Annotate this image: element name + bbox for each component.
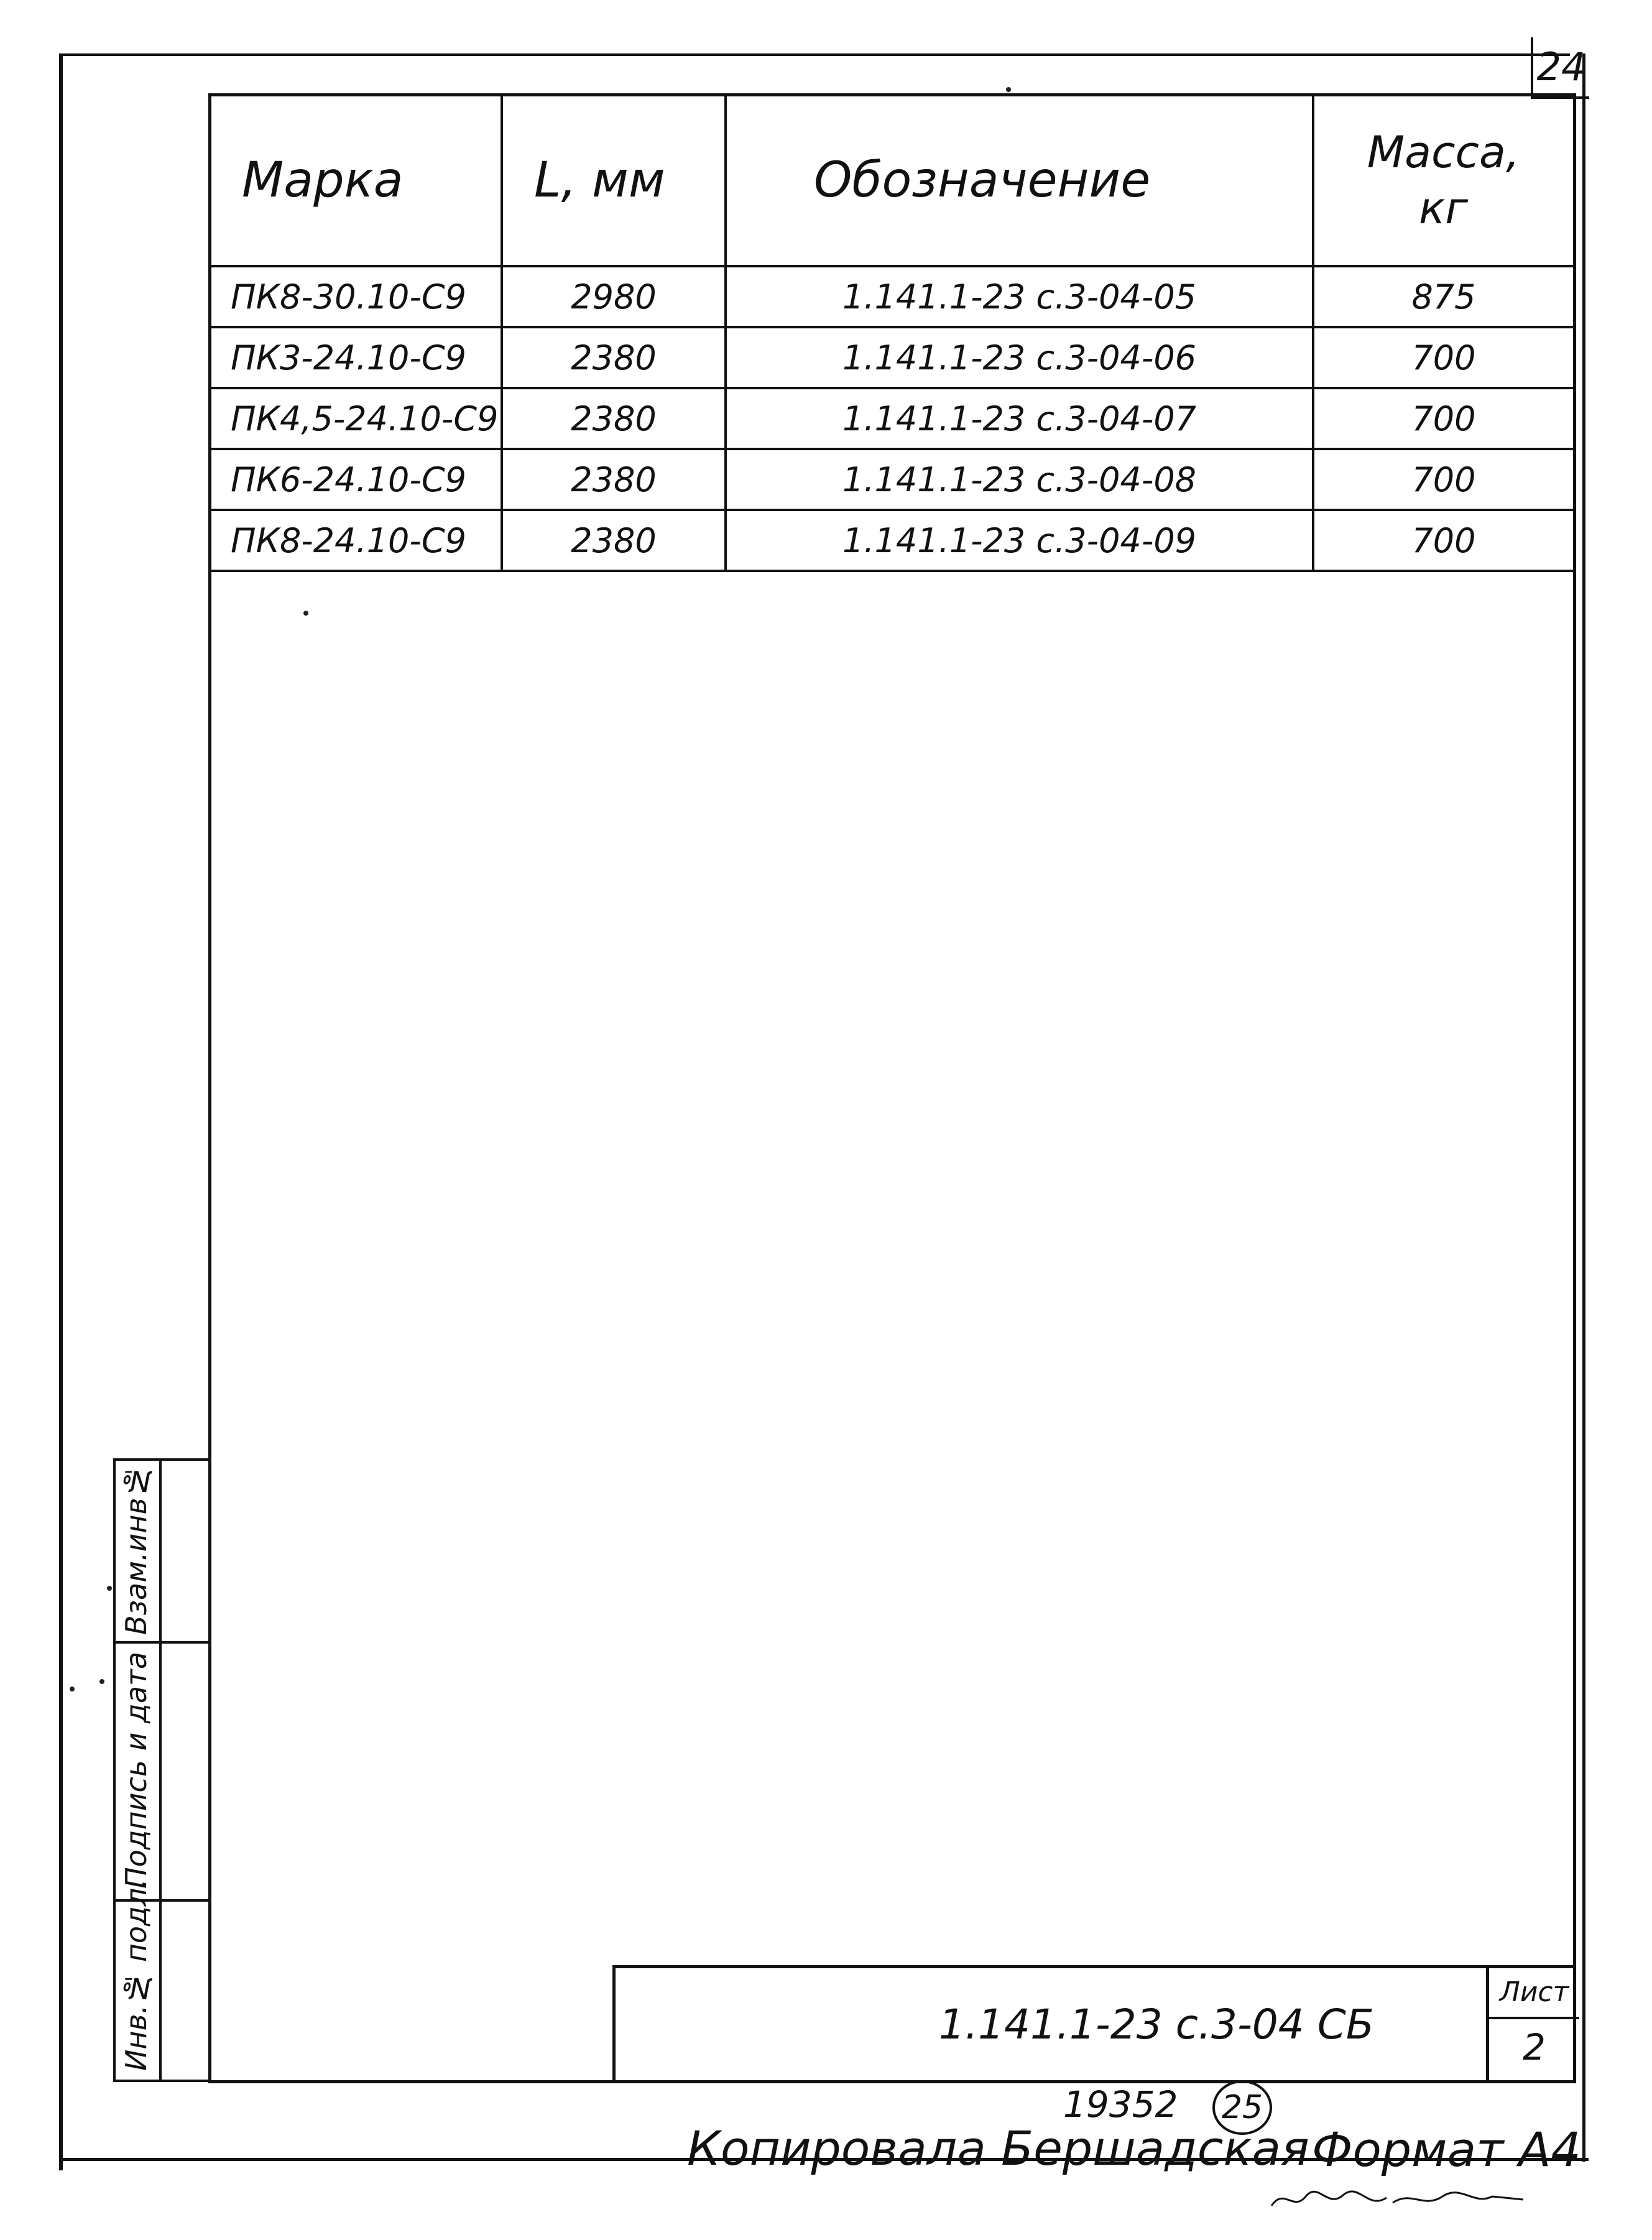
cell-mass: 700 [1313, 449, 1574, 510]
speck [107, 1586, 112, 1591]
speck [303, 611, 308, 616]
footer-format: Формат А4 [1312, 2122, 1581, 2177]
side-cell-sign-date [116, 1641, 209, 1902]
side-label-sign-date: Подпись и дата [119, 1651, 153, 1889]
document-code: 1.141.1-23 с.3-04 СБ [939, 2001, 1375, 2048]
page-frame-top [59, 53, 1570, 56]
footer-signature [1268, 2184, 1530, 2221]
title-block [612, 1965, 1576, 2080]
table-row [210, 388, 1574, 449]
cell-designation: 1.141.1-23 с.3-04-06 [726, 327, 1313, 388]
cell-length: 2980 [502, 266, 726, 327]
table-row [210, 266, 1574, 327]
speck [99, 1679, 104, 1684]
sheet-label: Лист [1489, 1968, 1579, 2019]
cell-designation: 1.141.1-23 с.3-04-08 [726, 449, 1313, 510]
cell-mark: ПК8-30.10-С9 [210, 266, 502, 327]
footer-circled-number: 25 [1212, 2080, 1272, 2135]
speck [1006, 87, 1011, 92]
signature-scribble-icon [1268, 2184, 1530, 2215]
header-mass [1313, 95, 1574, 266]
header-length: L, мм [502, 95, 726, 266]
cell-length: 2380 [502, 510, 726, 571]
cell-mark: ПК3-24.10-С9 [210, 327, 502, 388]
cell-length: 2380 [502, 388, 726, 449]
table-row [210, 327, 1574, 388]
sheet-number: 2 [1523, 2026, 1546, 2068]
corner-sheet-number: 24 [1531, 37, 1589, 99]
speck [70, 1687, 75, 1692]
sheet-box [1486, 1968, 1579, 2080]
page-frame-left [59, 56, 63, 2170]
cell-length: 2380 [502, 449, 726, 510]
cell-designation: 1.141.1-23 с.3-04-05 [726, 266, 1313, 327]
cell-mass: 700 [1313, 510, 1574, 571]
cell-designation: 1.141.1-23 с.3-04-07 [726, 388, 1313, 449]
header-designation: Обозначение [726, 95, 1313, 266]
table-header-row [210, 95, 1574, 266]
side-label-inv-replace: Взам.инв№ [119, 1464, 153, 1635]
footer-copied-by: Копировала Бершадская [687, 2121, 1309, 2176]
cell-mark: ПК6-24.10-С9 [210, 449, 502, 510]
table-row [210, 510, 1574, 571]
cell-mark: ПК4,5-24.10-С9 [210, 388, 502, 449]
cell-designation: 1.141.1-23 с.3-04-09 [726, 510, 1313, 571]
cell-mass: 700 [1313, 388, 1574, 449]
header-mark: Марка [210, 95, 502, 266]
side-cell-inv-replace [116, 1461, 209, 1644]
cell-mass: 875 [1313, 266, 1574, 327]
page-frame-right [1582, 53, 1585, 2162]
header-mass-line1: Масса, [1367, 127, 1520, 178]
cell-length: 2380 [502, 327, 726, 388]
header-mass-line2: кг [1418, 183, 1469, 234]
cell-mark: ПК8-24.10-С9 [210, 510, 502, 571]
footer-number: 19352 [1063, 2083, 1178, 2126]
cell-mass: 700 [1313, 327, 1574, 388]
specification-table [208, 93, 1576, 572]
side-cell-inv-original [116, 1879, 209, 2077]
side-label-inv-original: Инв.№ подл. [119, 1879, 153, 2071]
side-stamp [113, 1458, 209, 2082]
table-row [210, 449, 1574, 510]
